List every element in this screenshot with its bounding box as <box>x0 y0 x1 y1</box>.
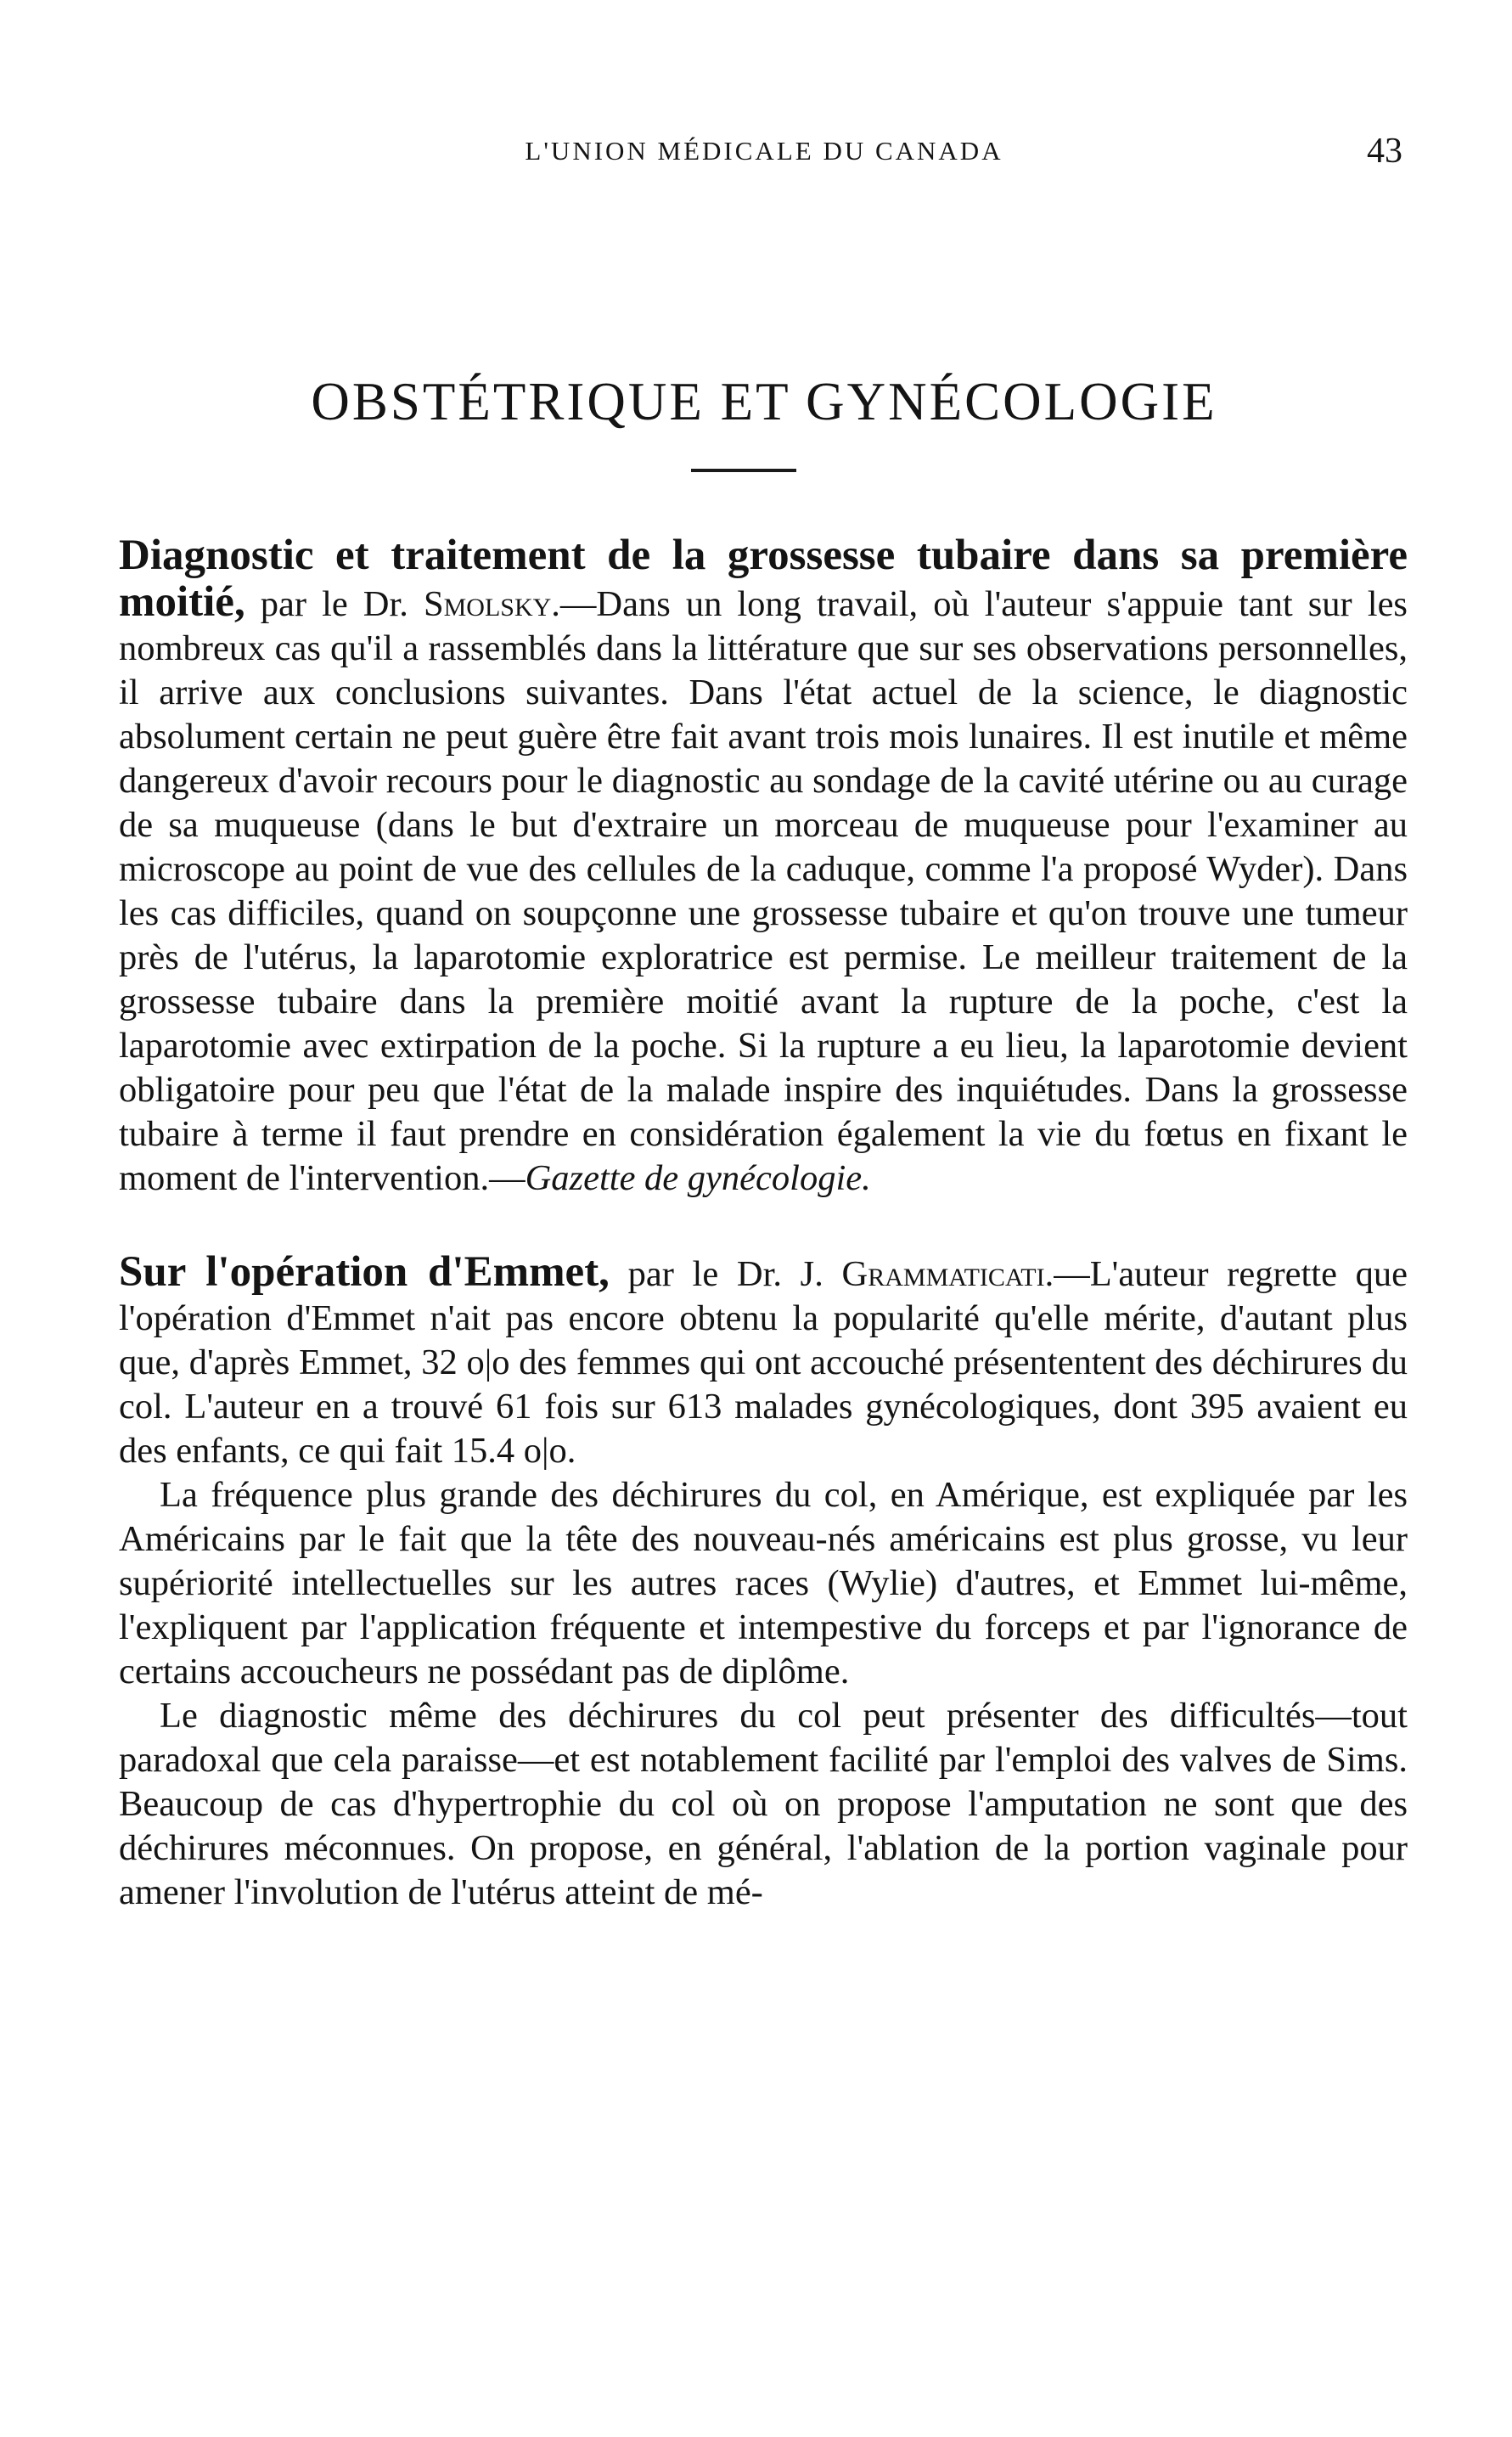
article-1-text: .—Dans un long travail, où l'auteur s'appuie tant sur les nombreux cas qu'il a rassemblés dans la littérature que sur ses observations personnelles, il arrive aux conclusions suivantes. Dans l'état actuel de la science, le diagnostic absolument certain ne peut guère être fait avant trois mois lunaires. Il est inutile et même dangereux d'avoir recours pour le diagnostic au sondage de la cavité utérine ou au curage de sa muqueuse (dans le but d'extraire un morceau de muqueuse pour l'examiner au microscope au point de vue des cellules de la caduque, comme l'a proposé Wyder). Dans les cas difficiles, quand on soupçonne une grossesse tubaire et qu'on trouve une tumeur près de l'utérus, la laparotomie exploratrice est permise. Le meilleur traitement de la grossesse tubaire dans la première moitié avant la rupture de la poche, c'est la laparotomie avec extirpation de la poche. Si la rupture a eu lieu, la laparotomie devient obligatoire pour peu que l'état de la malade inspire des inquiétudes. Dans la grossesse tubaire à terme il faut prendre en considération également la vie du fœtus en fixant le moment de l'intervention.— <box>119 584 1408 1198</box>
section-title: OBSTÉTRIQUE ET GYNÉCOLOGIE <box>311 372 1217 432</box>
running-header <box>119 132 1409 178</box>
article-2-paragraph-3: Le diagnostic même des déchirures du col peut présenter des difficultés—tout paradoxal que cela paraisse—et est notablement facilité par l'emploi des valves de Sims. Beaucoup de cas d'hypertrophie du col où on propose l'amputation ne sont que des déchirures méconnues. On propose, en général, l'ablation de la portion vaginale pour amener l'involution de l'utérus atteint de mé- <box>119 1696 1408 1912</box>
running-title: L'UNION MÉDICALE DU CANADA <box>525 136 1003 166</box>
article-body <box>119 533 1408 1915</box>
article-2-byline: par le Dr. J. <box>609 1254 842 1294</box>
article-2-text: .—L'auteur regrette que l'opération d'Emmet n'ait pas encore obtenu la popularité qu'elle mérite, d'autant plus que, d'après Emmet, 32 o|o des femmes qui ont accouché présententent des déchirures du col. L'auteur en a trouvé 61 fois sur 613 malades gynécologiques, dont 395 avaient eu des enfants, ce qui fait 15.4 o|o. <box>119 1254 1408 1471</box>
article-2-author: Grammaticati <box>841 1254 1045 1294</box>
article-1-paragraph <box>119 533 1408 1201</box>
article-1-source: Gazette de gynécologie. <box>525 1158 871 1198</box>
article-2-heading: Sur l'opération d'Emmet, <box>119 1248 610 1296</box>
article-2-paragraph-1 <box>119 1250 1408 1473</box>
article-1-heading: Diagnostic et traitement de la grossesse tubaire dans sa première moitié, <box>119 532 1408 626</box>
article-1-byline: par le Dr. <box>245 584 424 624</box>
section-divider <box>691 469 796 472</box>
page-number: 43 <box>1367 132 1402 171</box>
article-1-author: Smolsky <box>423 584 552 624</box>
article-2-paragraph-2: La fréquence plus grande des déchirures du col, en Amérique, est expliquée par les Américains par le fait que la tête des nouveau-nés américains est plus grosse, vu leur supériorité intellectuelles sur les autres races (Wylie) d'autres, et Emmet lui-même, l'expliquent par l'application fréquente et intempestive du forceps et par l'ignorance de certains accoucheurs ne possédant pas de diplôme. <box>119 1475 1408 1691</box>
